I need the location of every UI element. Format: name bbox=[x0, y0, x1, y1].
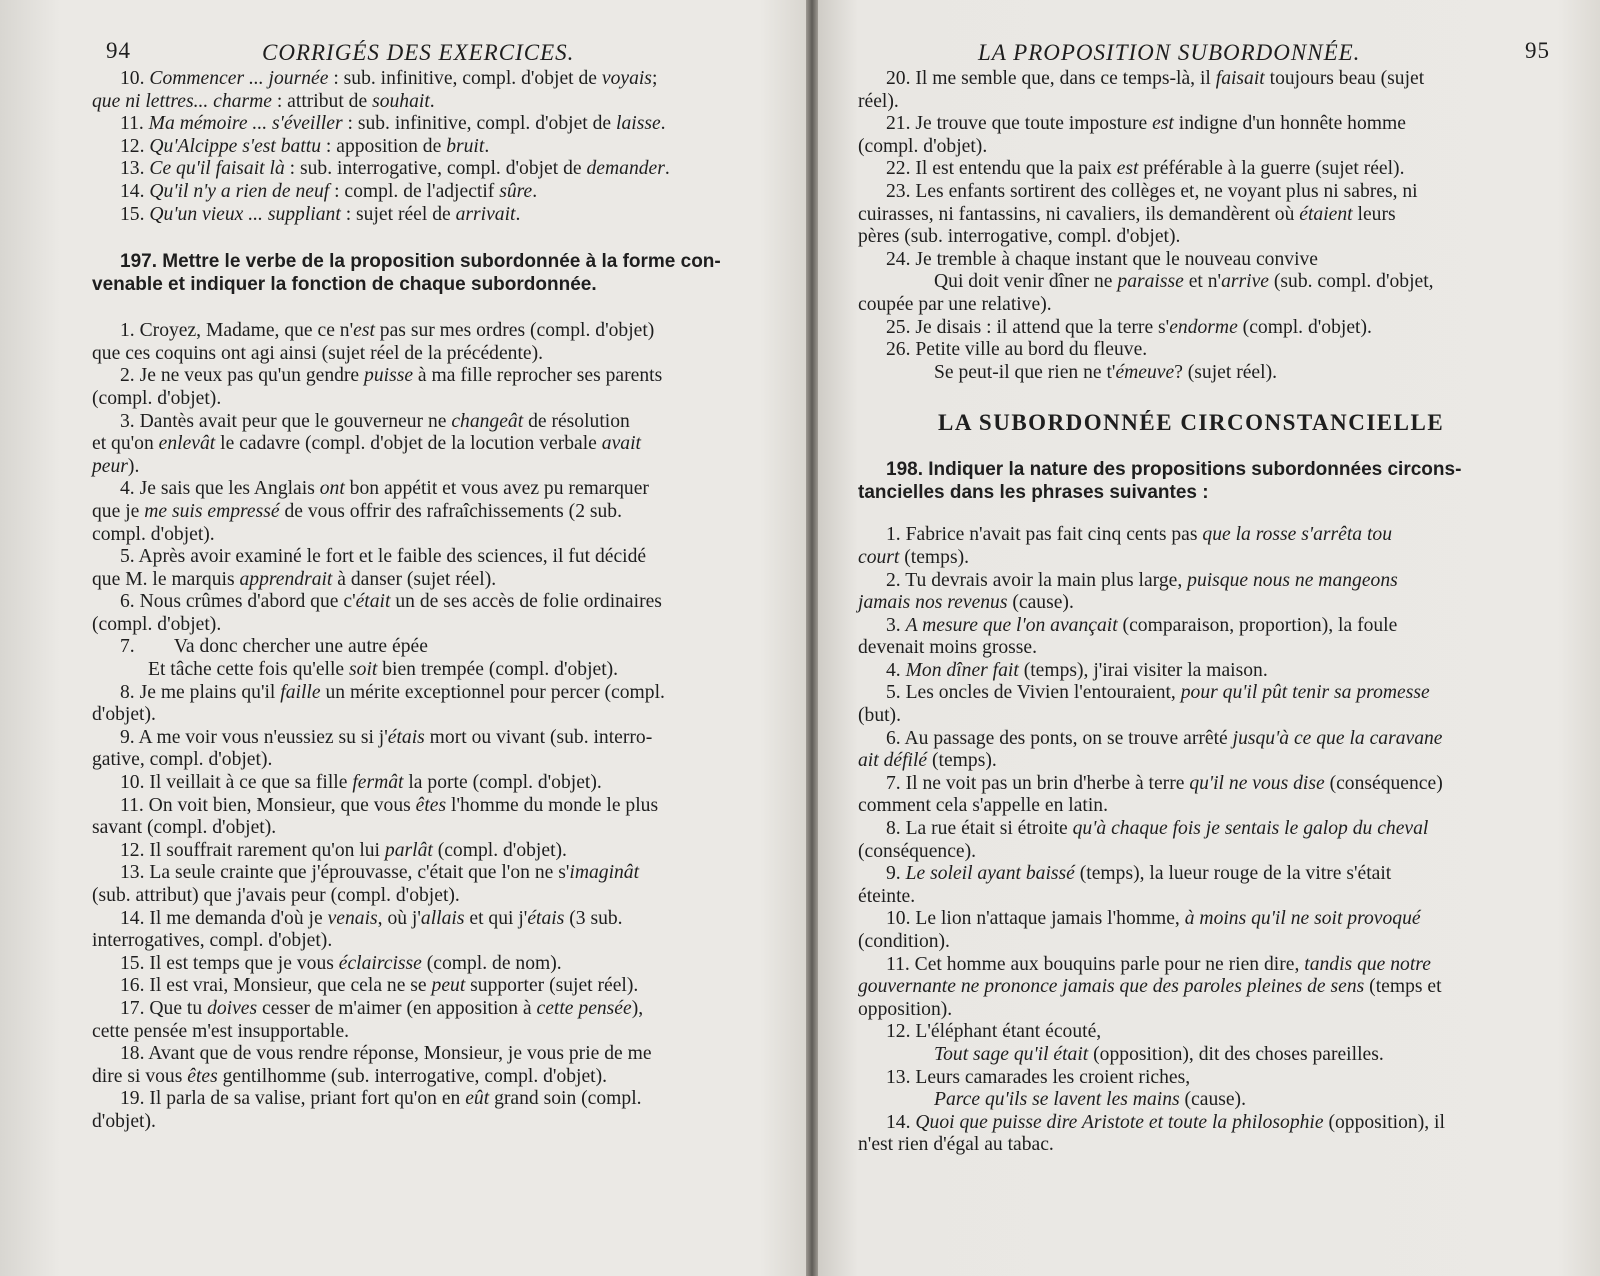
text-line: Tout sage qu'il était (opposition), dit des choses pareilles. bbox=[934, 1043, 1384, 1065]
text-line: que ni lettres... charme : attribut de souhait. bbox=[92, 90, 435, 112]
text-line: n'est rien d'égal au tabac. bbox=[858, 1134, 1054, 1156]
text-line: 22. Il est entendu que la paix est préférable à la guerre (sujet réel). bbox=[886, 158, 1405, 180]
text-line: (conséquence). bbox=[858, 840, 977, 862]
text-line: 13. Ce qu'il faisait là : sub. interrogative, compl. d'objet de demander. bbox=[120, 158, 670, 180]
text-line: 8. La rue était si étroite qu'à chaque fois je sentais le galop du cheval bbox=[886, 818, 1429, 840]
text-line: 5. Les oncles de Vivien l'entouraient, pour qu'il pût tenir sa promesse bbox=[886, 682, 1430, 704]
text-line: coupée par une relative). bbox=[858, 293, 1052, 315]
text-line: 9. A me voir vous n'eussiez su si j'étais mort ou vivant (sub. interro- bbox=[120, 726, 653, 748]
text-line: court (temps). bbox=[858, 546, 970, 568]
text-line: 9. Le soleil ayant baissé (temps), la lueur rouge de la vitre s'était bbox=[886, 863, 1392, 885]
text-line: 8. Je me plains qu'il faille un mérite exceptionnel pour percer (compl. bbox=[120, 681, 665, 703]
book-gutter bbox=[806, 0, 818, 1276]
text-line: Et tâche cette fois qu'elle soit bien trempée (compl. d'objet). bbox=[148, 659, 619, 681]
text-line: (sub. attribut) que j'avais peur (compl. d'objet). bbox=[92, 885, 460, 906]
text-line: Parce qu'ils se lavent les mains (cause). bbox=[934, 1089, 1246, 1111]
text-line: 11. On voit bien, Monsieur, que vous êtes l'homme du monde le plus bbox=[120, 794, 659, 816]
text-line: 4. Je sais que les Anglais ont bon appétit et vous avez pu remarquer bbox=[120, 478, 649, 500]
text-line: 14. Qu'il n'y a rien de neuf : compl. de l'adjectif sûre. bbox=[120, 180, 538, 202]
text-line: 21. Je trouve que toute imposture est indigne d'un honnête homme bbox=[886, 113, 1406, 135]
text-line: 12. L'éléphant étant écouté, bbox=[886, 1021, 1102, 1043]
exercise-title-line: tancielles dans les phrases suivantes : bbox=[858, 482, 1209, 504]
text-line: 12. Il souffrait rarement qu'on lui parlât (compl. d'objet). bbox=[120, 839, 567, 861]
exercise-title-line: venable et indiquer la fonction de chaque subordonnée. bbox=[92, 274, 597, 296]
exercise-197-title bbox=[92, 250, 770, 296]
text-line: 10. Il veillait à ce que sa fille fermât la porte (compl. d'objet). bbox=[120, 772, 602, 794]
text-line: devenait moins grosse. bbox=[858, 637, 1038, 659]
text-line: cette pensée m'est insupportable. bbox=[92, 1020, 350, 1042]
text-line: gouvernante ne prononce jamais que des paroles pleines de sens (temps et bbox=[858, 976, 1442, 998]
text-line: 4. Mon dîner fait (temps), j'irai visiter la maison. bbox=[886, 659, 1268, 681]
text-line: compl. d'objet). bbox=[92, 523, 215, 545]
text-line: que je me suis empressé de vous offrir des rafraîchissements (2 sub. bbox=[92, 500, 623, 522]
answers-block-196 bbox=[92, 68, 770, 226]
text-line: Qui doit venir dîner ne paraisse et n'arrive (sub. compl. d'objet, bbox=[934, 271, 1434, 293]
text-line: savant (compl. d'objet). bbox=[92, 817, 277, 839]
text-line: éteinte. bbox=[858, 885, 916, 907]
text-line: 7. Il ne voit pas un brin d'herbe à terre qu'il ne vous dise (conséquence) bbox=[886, 772, 1443, 794]
text-line: réel). bbox=[858, 90, 899, 112]
text-line: (condition). bbox=[858, 931, 950, 952]
answers-block-198 bbox=[858, 524, 1560, 1157]
running-head: CORRIGÉS DES EXERCICES. bbox=[262, 40, 575, 65]
text-line: que ces coquins ont agi ainsi (sujet réel de la précédente). bbox=[92, 342, 544, 364]
text-line: 20. Il me semble que, dans ce temps-là, il faisait toujours beau (sujet bbox=[886, 68, 1425, 89]
answers-block-197-cont bbox=[858, 68, 1560, 384]
running-head: LA PROPOSITION SUBORDONNÉE. bbox=[978, 40, 1361, 65]
exercise-title-line: 197. Mettre le verbe de la proposition subordonnée à la forme con- bbox=[120, 251, 721, 273]
text-line: 10. Le lion n'attaque jamais l'homme, à moins qu'il ne soit provoqué bbox=[886, 908, 1421, 930]
text-line: 3. A mesure que l'on avançait (comparaison, proportion), la foule bbox=[886, 614, 1398, 636]
text-line: gative, compl. d'objet). bbox=[92, 749, 273, 771]
text-line: cuirasses, ni fantassins, ni cavaliers, ils demandèrent où étaient leurs bbox=[858, 203, 1396, 225]
text-line: (compl. d'objet). bbox=[92, 387, 222, 409]
text-line: 7. Va donc chercher une autre épée bbox=[120, 636, 428, 658]
text-line: 1. Fabrice n'avait pas fait cinq cents pas que la rosse s'arrêta tou bbox=[886, 524, 1392, 546]
text-line: 13. Leurs camarades les croient riches, bbox=[886, 1066, 1191, 1088]
text-line: (but). bbox=[858, 705, 901, 727]
text-line: d'objet). bbox=[92, 1110, 156, 1132]
answers-block-197 bbox=[92, 320, 770, 1133]
text-line: pères (sub. interrogative, compl. d'objet). bbox=[858, 226, 1181, 248]
text-line: 5. Après avoir examiné le fort et le faible des sciences, il fut décidé bbox=[120, 546, 647, 568]
text-line: peur). bbox=[92, 455, 140, 477]
text-line: 19. Il parla de sa valise, priant fort qu'on en eût grand soin (compl. bbox=[120, 1088, 642, 1110]
text-line: et qu'on enlevât le cadavre (compl. d'objet de la locution verbale avait bbox=[92, 433, 641, 455]
text-line: 14. Il me demanda d'où je venais, où j'allais et qui j'étais (3 sub. bbox=[120, 907, 623, 929]
text-line: 18. Avant que de vous rendre réponse, Monsieur, je vous prie de me bbox=[120, 1043, 652, 1065]
text-line: 2. Je ne veux pas qu'un gendre puisse à ma fille reprocher ses parents bbox=[120, 365, 663, 387]
text-line: 23. Les enfants sortirent des collèges et, ne voyant plus ni sabres, ni bbox=[886, 180, 1418, 202]
text-line: 25. Je disais : il attend que la terre s'endorme (compl. d'objet). bbox=[886, 316, 1372, 338]
right-page-header bbox=[858, 32, 1560, 68]
text-line: comment cela s'appelle en latin. bbox=[858, 795, 1108, 817]
left-page-header bbox=[92, 32, 770, 68]
text-line: 3. Dantès avait peur que le gouverneur ne changeât de résolution bbox=[120, 410, 630, 432]
text-line: (compl. d'objet). bbox=[92, 613, 222, 635]
text-line: Se peut-il que rien ne t'émeuve? (sujet réel). bbox=[934, 361, 1277, 383]
text-line: 14. Quoi que puisse dire Aristote et toute la philosophie (opposition), il bbox=[886, 1111, 1445, 1133]
exercise-198-title bbox=[858, 458, 1560, 504]
text-line: 6. Au passage des ponts, on se trouve arrêté jusqu'à ce que la caravane bbox=[886, 727, 1443, 749]
text-line: 11. Ma mémoire ... s'éveiller : sub. infinitive, compl. d'objet de laisse. bbox=[120, 113, 666, 135]
text-line: 12. Qu'Alcippe s'est battu : apposition de bruit. bbox=[120, 135, 490, 157]
text-line: 13. La seule crainte que j'éprouvasse, c'était que l'on ne s'imaginât bbox=[120, 862, 640, 884]
text-line: 16. Il est vrai, Monsieur, que cela ne se peut supporter (sujet réel). bbox=[120, 975, 639, 997]
text-line: interrogatives, compl. d'objet). bbox=[92, 930, 333, 952]
page-number: 95 bbox=[1525, 38, 1550, 63]
text-line: 15. Il est temps que je vous éclaircisse (compl. de nom). bbox=[120, 952, 562, 974]
section-title: LA SUBORDONNÉE CIRCONSTANCIELLE bbox=[938, 410, 1445, 436]
text-line: 17. Que tu doives cesser de m'aimer (en apposition à cette pensée), bbox=[120, 997, 644, 1019]
text-line: jamais nos revenus (cause). bbox=[858, 592, 1074, 614]
right-page bbox=[818, 0, 1600, 1276]
text-line: 11. Cet homme aux bouquins parle pour ne rien dire, tandis que notre bbox=[886, 953, 1431, 975]
text-line: 24. Je tremble à chaque instant que le nouveau convive bbox=[886, 248, 1319, 270]
text-line: 26. Petite ville au bord du fleuve. bbox=[886, 339, 1148, 361]
text-line: que M. le marquis apprendrait à danser (sujet réel). bbox=[92, 568, 497, 590]
text-line: (compl. d'objet). bbox=[858, 135, 988, 157]
text-line: 1. Croyez, Madame, que ce n'est pas sur mes ordres (compl. d'objet) bbox=[120, 320, 655, 342]
text-line: 2. Tu devrais avoir la main plus large, puisque nous ne mangeons bbox=[886, 569, 1398, 591]
exercise-title-line: 198. Indiquer la nature des propositions subordonnées circons- bbox=[886, 459, 1462, 481]
text-line: 15. Qu'un vieux ... suppliant : sujet réel de arrivait. bbox=[120, 203, 521, 225]
text-line: dire si vous êtes gentilhomme (sub. interrogative, compl. d'objet). bbox=[92, 1065, 608, 1087]
text-line: 6. Nous crûmes d'abord que c'était un de ses accès de folie ordinaires bbox=[120, 591, 662, 613]
text-line: d'objet). bbox=[92, 704, 156, 726]
text-line: ait défilé (temps). bbox=[858, 750, 997, 772]
text-line: 10. Commencer ... journée : sub. infinitive, compl. d'objet de voyais; bbox=[120, 68, 658, 89]
page-number: 94 bbox=[106, 38, 131, 63]
text-line: opposition). bbox=[858, 998, 953, 1020]
